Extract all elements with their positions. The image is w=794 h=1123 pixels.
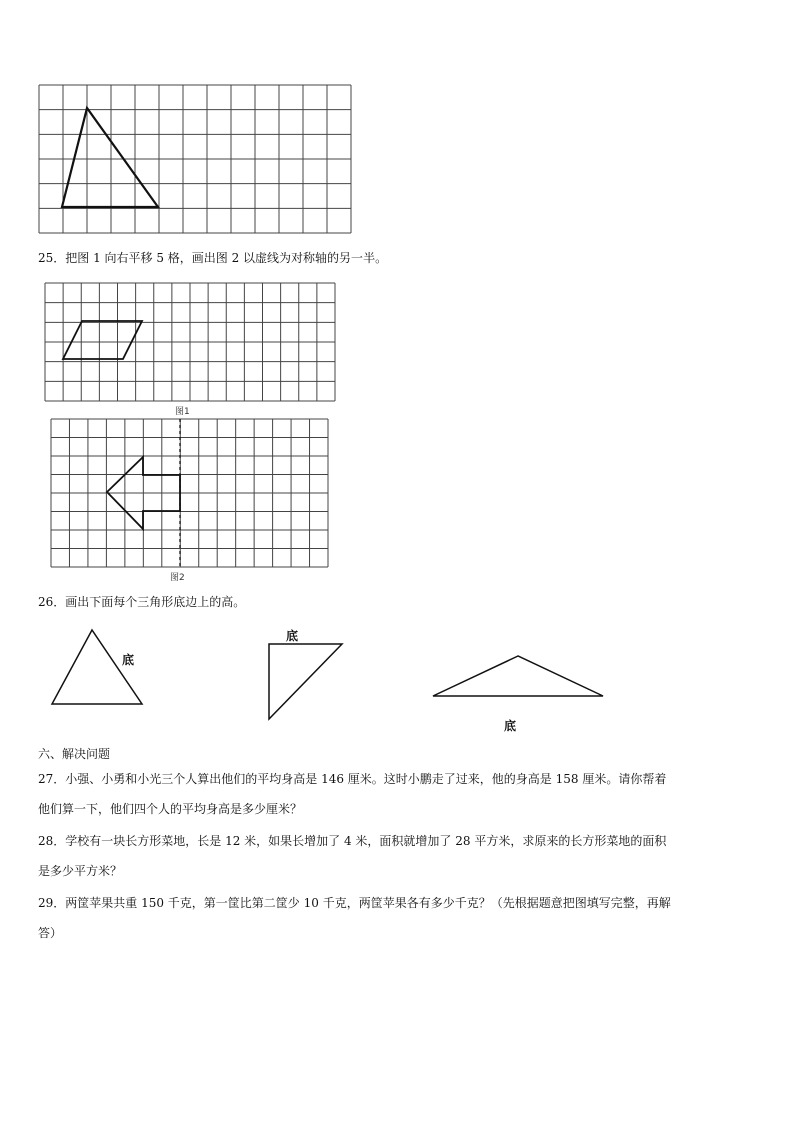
- figure-2-caption: 图2: [170, 573, 185, 583]
- top-triangle: [62, 108, 158, 207]
- q27-line2: 他们算一下，他们四个人的平均身高是多少厘米？: [38, 802, 303, 816]
- q25-text: 25．把图 1 向右平移 5 格，画出图 2 以虚线为对称轴的另一半。: [38, 251, 388, 265]
- parallelogram: [63, 321, 142, 359]
- q28-line1: 28．学校有一块长方形菜地，长是 12 米，如果长增加了 4 米，面积就增加了 28 平方米，求原来的长方形菜地的面积: [38, 834, 667, 848]
- grid-figure-1: [45, 283, 335, 401]
- top-grid-figure: [39, 85, 351, 233]
- section-title: 六、解决问题: [38, 747, 111, 761]
- triangle-1: [50, 628, 145, 708]
- top-grid: [39, 85, 351, 233]
- grid-1: [45, 283, 335, 401]
- q29-line2: 答）: [38, 926, 63, 940]
- q27-line1: 27．小强、小勇和小光三个人算出他们的平均身高是 146 厘米。这时小鹏走了过来，他的身高是 158 厘米。请你帮着: [38, 772, 667, 786]
- grid-figure-2: [51, 419, 328, 567]
- q28-line2: 是多少平方米？: [38, 864, 123, 878]
- figure-1-caption: 图1: [175, 407, 190, 417]
- grid-2: [51, 419, 328, 567]
- q29-line1: 29．两筐苹果共重 150 千克，第一筐比第二筐少 10 千克，两筐苹果各有多少千克？（先根据题意把图填写完整，再解: [38, 896, 671, 910]
- triangle-3: [431, 654, 606, 700]
- triangle-2: [266, 642, 346, 722]
- base-label-2: 底: [286, 629, 299, 643]
- base-label-3: 底: [504, 719, 517, 733]
- q26-text: 26．画出下面每个三角形底边上的高。: [38, 595, 246, 609]
- base-label-1: 底: [122, 653, 135, 667]
